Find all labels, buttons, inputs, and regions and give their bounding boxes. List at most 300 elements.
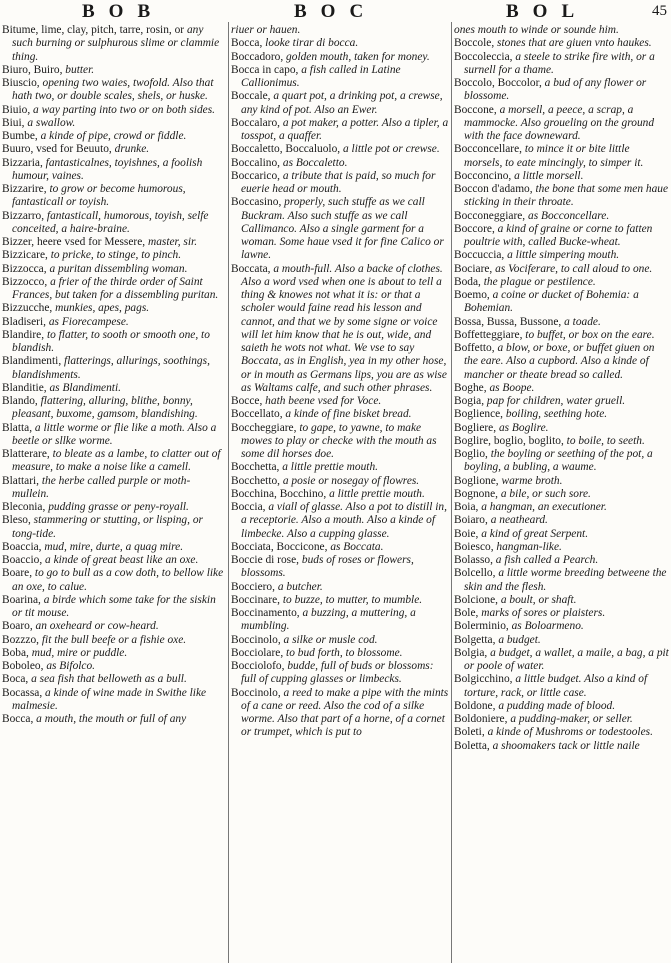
entry-headword: Bleconia, bbox=[2, 501, 46, 513]
entry-definition: as Fiorecampese. bbox=[48, 315, 129, 328]
entry-headword: Boffetto, bbox=[454, 342, 495, 354]
entry-headword: Boglire, boglio, boglito, bbox=[454, 434, 564, 447]
column-middle bbox=[231, 24, 449, 961]
column-divider bbox=[228, 22, 229, 963]
entry-definition: mud, mire or puddle. bbox=[31, 646, 128, 659]
entry-definition: the plague or pestilence. bbox=[483, 275, 596, 288]
entry-headword: Boccaletto, Boccaluolo, bbox=[231, 143, 341, 156]
dictionary-entry bbox=[231, 541, 449, 554]
dictionary-entry bbox=[231, 634, 449, 647]
entry-definition: as Boccaletto. bbox=[282, 156, 348, 169]
dictionary-entry bbox=[2, 382, 226, 395]
dictionary-entry bbox=[2, 634, 226, 647]
dictionary-entry bbox=[2, 104, 226, 117]
dictionary-entry bbox=[454, 143, 669, 170]
entry-definition: a puritan dissembling woman. bbox=[49, 262, 188, 275]
entry-definition: as Boope. bbox=[489, 381, 535, 394]
entry-definition: a kinde of wine made in Swithe like malmesie. bbox=[12, 686, 207, 712]
entry-definition: a pot maker, a potter. Also a tipler, a tosspot, a quaffer. bbox=[241, 116, 449, 142]
dictionary-entry bbox=[454, 24, 669, 37]
entry-definition: to boile, to seeth. bbox=[566, 434, 645, 447]
entry-definition: buds of roses or flowers, blossoms. bbox=[241, 554, 414, 580]
dictionary-entry bbox=[454, 620, 669, 633]
dictionary-entry bbox=[454, 607, 669, 620]
entry-headword: Bole, bbox=[454, 607, 479, 619]
dictionary-entry bbox=[231, 117, 449, 144]
entry-definition: a boult, or shaft. bbox=[500, 593, 577, 606]
entry-definition: hangman-like. bbox=[496, 540, 562, 553]
entry-headword: Bocciolare, bbox=[231, 646, 284, 659]
dictionary-entry bbox=[2, 501, 226, 514]
entry-headword: Bossa, Bussa, Bussone, bbox=[454, 315, 562, 328]
entry-definition: a kind of great Serpent. bbox=[481, 527, 589, 540]
entry-headword: Boarina, bbox=[2, 593, 41, 606]
entry-definition: to gape, to yawne, to make mowes to play or checke with the mouth as some dil horses doe. bbox=[241, 421, 437, 460]
entry-definition: butter. bbox=[65, 63, 95, 76]
entry-headword: Boccalino, bbox=[231, 156, 281, 169]
entry-headword: Boccia, bbox=[231, 501, 266, 513]
entry-definition: mud, mire, durte, a quag mire. bbox=[44, 540, 184, 553]
entry-headword: Blatta, bbox=[2, 421, 33, 434]
dictionary-entry bbox=[2, 329, 226, 356]
entry-headword: Boiaro, bbox=[454, 514, 488, 527]
entry-definition: a kinde of Mushroms or todestooles. bbox=[487, 726, 653, 739]
entry-headword: Bladiseri, bbox=[2, 315, 46, 328]
entry-definition: warme broth. bbox=[501, 474, 563, 487]
dictionary-entry bbox=[2, 355, 226, 382]
entry-headword: Biui, bbox=[2, 116, 25, 129]
entry-definition: a viall of glasse. Also a pot to distill in, a receptorie. Also a mouth. Also a kinde of limbecke. Also a cupping glasse. bbox=[241, 501, 447, 540]
dictionary-entry bbox=[231, 594, 449, 607]
entry-definition: flattering, alluring, blithe, bonny, pleasant, buxome, gamsom, blandishing. bbox=[12, 395, 198, 421]
column-divider bbox=[451, 22, 452, 963]
entry-definition: a frier of the thirde order of Saint Frances, but taken for a dissembling puritan. bbox=[12, 275, 219, 301]
entry-headword: Bizzer, heere vsed for Messere, bbox=[2, 236, 146, 248]
entry-definition: properly, such stuffe as we call Buckram. Also such stuffe as we call Callimanco. Also a single garment for a woman. Some haue vsed it for fine Calico or lawne. bbox=[241, 196, 444, 262]
entry-definition: budde, full of buds or blossoms: full of cupping glasses or limbecks. bbox=[241, 660, 434, 686]
dictionary-entry bbox=[231, 581, 449, 594]
header-left-guideword: BOB bbox=[82, 1, 165, 22]
entry-definition: as Boloarmeno. bbox=[511, 620, 584, 633]
dictionary-entry bbox=[231, 488, 449, 501]
entry-definition: to flatter, to sooth or smooth one, to blandish. bbox=[12, 328, 210, 354]
entry-headword: Boccoleccia, bbox=[454, 50, 513, 63]
entry-headword: Boca, bbox=[2, 673, 29, 686]
dictionary-entry bbox=[231, 660, 449, 687]
entry-headword: Bocca, bbox=[2, 713, 34, 725]
page-number: 45 bbox=[652, 3, 667, 19]
entry-headword: Bocconeggiare, bbox=[454, 209, 526, 222]
entry-headword: Boaccia, bbox=[2, 540, 42, 553]
entry-definition: a buzzing, a muttering, a mumbling. bbox=[241, 607, 416, 633]
dictionary-entry bbox=[454, 382, 669, 395]
entry-definition: a little pot or crewse. bbox=[342, 143, 440, 156]
entry-definition: opening two waies, twofold. Also that hath two, or double scales, shels, or huske. bbox=[12, 77, 214, 103]
entry-definition: to bud forth, to blossome. bbox=[286, 646, 403, 659]
dictionary-entry bbox=[454, 263, 669, 276]
entry-headword: Bolcello, bbox=[454, 567, 496, 580]
entry-definition: a little worme breeding betweene the skin and the flesh. bbox=[464, 567, 667, 593]
entry-definition: fantasticalnes, toyishnes, a foolish humour, vaines. bbox=[12, 156, 203, 182]
entry-headword: Boldoniere, bbox=[454, 713, 508, 725]
entry-headword: Boleti, bbox=[454, 726, 485, 739]
entry-definition: as Vociferare, to call aloud to one. bbox=[495, 262, 653, 275]
entry-definition: a kind of graine or corne to fatten poultrie with, called Bucke-wheat. bbox=[464, 222, 653, 248]
entry-definition: a hangman, an executioner. bbox=[481, 501, 607, 513]
entry-headword: Boboleo, bbox=[2, 660, 44, 672]
dictionary-entry bbox=[231, 24, 449, 37]
entry-headword: Boccore, bbox=[454, 222, 495, 235]
column-right bbox=[454, 24, 669, 961]
dictionary-entry bbox=[454, 183, 669, 210]
entry-definition: to mince it or bite little morsels, to eate mincingly, to simper it. bbox=[464, 143, 644, 169]
entry-definition: a swallow. bbox=[27, 116, 76, 129]
dictionary-entry bbox=[454, 289, 669, 316]
entry-definition: a mouth, the mouth or full of any bbox=[36, 713, 187, 725]
entry-definition: a fish called a Pearch. bbox=[495, 554, 599, 566]
entry-headword: Bolgicchino, bbox=[454, 673, 513, 686]
entry-definition: riuer or hauen. bbox=[231, 24, 301, 36]
entry-headword: Boccata, bbox=[231, 262, 271, 275]
entry-definition: munkies, apes, pags. bbox=[55, 302, 150, 315]
entry-headword: Bocciolofo, bbox=[231, 660, 285, 672]
entry-headword: Boglione, bbox=[454, 474, 499, 487]
dictionary-entry bbox=[2, 660, 226, 673]
dictionary-entry bbox=[454, 567, 669, 594]
entry-definition: as Boccata. bbox=[330, 540, 384, 553]
entry-headword: Bolcione, bbox=[454, 593, 498, 606]
entry-definition: to pricke, to stinge, to pinch. bbox=[50, 249, 182, 262]
entry-definition: to go to bull as a cow doth, to bellow like an oxe, to calue. bbox=[12, 567, 224, 593]
dictionary-entry bbox=[231, 461, 449, 474]
dictionary-entry bbox=[454, 408, 669, 421]
dictionary-entry bbox=[2, 554, 226, 567]
entry-headword: Bizzicare, bbox=[2, 249, 48, 262]
entry-definition: a coine or ducket of Bohemia: a Bohemian. bbox=[464, 289, 639, 315]
entry-definition: looke tirar di bocca. bbox=[265, 37, 359, 50]
entry-headword: Bizzocca, bbox=[2, 262, 47, 275]
entry-definition: a blow, or boxe, or buffet giuen on the eare. Also a cupbord. Also a kinde of mancher or theate bread so called. bbox=[464, 342, 655, 381]
entry-definition: to bleate as a lambe, to clatter out of measure, to make a noise like a camell. bbox=[12, 448, 221, 474]
entry-headword: Blandire, bbox=[2, 328, 45, 341]
entry-definition: flatterings, allurings, soothings, blandishments. bbox=[12, 355, 210, 381]
entry-definition: a little prettie mouth. bbox=[329, 487, 425, 500]
dictionary-entry bbox=[231, 554, 449, 581]
dictionary-entry bbox=[2, 64, 226, 77]
dictionary-entry bbox=[454, 316, 669, 329]
entry-headword: Boccinolo, bbox=[231, 686, 281, 699]
entry-definition: a pudding-maker, or seller. bbox=[510, 713, 633, 725]
dictionary-entry bbox=[454, 170, 669, 183]
entry-definition: a budget, a wallet, a maile, a bag, a pit or poole of water. bbox=[464, 646, 669, 672]
entry-definition: a quart pot, a drinking pot, a crewse, any kind of pot. Also an Ewer. bbox=[241, 90, 443, 116]
entry-definition: a way parting into two or on both sides. bbox=[33, 103, 215, 116]
entry-headword: Bizzarro, bbox=[2, 209, 45, 222]
entry-definition: a birde which some take for the siskin or tit mouse. bbox=[12, 593, 216, 619]
entry-definition: a little worme or flie like a moth. Also a beetle or sllke worme. bbox=[12, 421, 217, 447]
entry-headword: Biuscio, bbox=[2, 77, 40, 89]
entry-definition: any such burning or sulphurous slime or clammie thing. bbox=[12, 24, 220, 63]
dictionary-entry bbox=[454, 249, 669, 262]
entry-definition: boiling, seething hote. bbox=[505, 408, 608, 421]
entry-headword: Boccinamento, bbox=[231, 607, 300, 619]
entry-headword: Boccon d'adamo, bbox=[454, 183, 533, 195]
dictionary-entry bbox=[231, 51, 449, 64]
entry-headword: Boldone, bbox=[454, 699, 496, 712]
page-header bbox=[0, 0, 671, 22]
entry-headword: Boccellato, bbox=[231, 408, 283, 421]
entry-headword: Bozzzo, bbox=[2, 633, 40, 646]
entry-headword: Bocchina, Bocchino, bbox=[231, 487, 327, 500]
dictionary-entry bbox=[454, 488, 669, 501]
entry-headword: Bogliere, bbox=[454, 421, 497, 434]
dictionary-entry bbox=[231, 263, 449, 396]
entry-headword: Bognone, bbox=[454, 487, 498, 500]
entry-definition: a pudding made of blood. bbox=[498, 699, 616, 712]
entry-headword: Boaro, bbox=[2, 620, 33, 633]
dictionary-entry bbox=[2, 117, 226, 130]
entry-definition: the herbe called purple or moth-mullein. bbox=[12, 474, 191, 500]
dictionary-entry bbox=[2, 514, 226, 541]
entry-definition: a neatheard. bbox=[490, 514, 548, 527]
entry-definition: stammering or stutting, or lisping, or tong-tide. bbox=[12, 514, 203, 540]
entry-definition: the bone that some men haue sticking in their throate. bbox=[464, 183, 669, 209]
dictionary-entry bbox=[2, 422, 226, 449]
entry-definition: drunke. bbox=[114, 143, 150, 156]
dictionary-entry bbox=[454, 501, 669, 514]
entry-definition: golden mouth, taken for money. bbox=[286, 50, 430, 63]
entry-definition: to buffet, or box on the eare. bbox=[525, 328, 655, 341]
header-center-guideword: BOC bbox=[294, 1, 378, 22]
dictionary-entry bbox=[2, 77, 226, 104]
dictionary-entry bbox=[231, 170, 449, 197]
entry-headword: Boccheggiare, bbox=[231, 421, 297, 434]
entry-definition: a bile, or such sore. bbox=[500, 487, 591, 500]
dictionary-entry bbox=[2, 263, 226, 276]
dictionary-entry bbox=[454, 37, 669, 50]
entry-definition: a silke or musle cod. bbox=[283, 633, 378, 646]
dictionary-entry bbox=[2, 567, 226, 594]
entry-headword: Bocchetta, bbox=[231, 461, 280, 474]
entry-headword: Boffetteggiare, bbox=[454, 328, 523, 341]
entry-headword: Boccale, bbox=[231, 90, 271, 103]
entry-definition: a little budget. Also a kind of torture, rack, or little case. bbox=[464, 673, 648, 699]
entry-headword: Blandimenti, bbox=[2, 355, 62, 368]
dictionary-entry bbox=[231, 475, 449, 488]
entry-definition: to buzze, to mutter, to mumble. bbox=[282, 593, 423, 606]
dictionary-entry bbox=[231, 687, 449, 740]
dictionary-entry bbox=[454, 395, 669, 408]
dictionary-entry bbox=[2, 183, 226, 210]
entry-definition: a bud of any flower or blossome. bbox=[464, 77, 647, 103]
dictionary-entry bbox=[454, 528, 669, 541]
entry-headword: Boba, bbox=[2, 646, 29, 659]
entry-headword: Bocchetto, bbox=[231, 474, 281, 487]
entry-headword: Biuro, Buiro, bbox=[2, 63, 63, 76]
entry-headword: Bolgia, bbox=[454, 646, 488, 659]
dictionary-entry bbox=[231, 422, 449, 462]
entry-definition: as Bocconcellare. bbox=[528, 209, 610, 222]
entry-definition: a tribute that is paid, so much for euerie head or mouth. bbox=[241, 169, 436, 195]
entry-headword: Bolerminio, bbox=[454, 620, 509, 633]
entry-headword: Boia, bbox=[454, 501, 479, 513]
dictionary-entry bbox=[2, 249, 226, 262]
entry-definition: the boyling or seething of the pot, a boyling, a bubling, a waume. bbox=[464, 448, 653, 474]
dictionary-entry bbox=[454, 726, 669, 739]
entry-definition: a little morsell. bbox=[514, 169, 584, 182]
entry-headword: Bizzarire, bbox=[2, 183, 47, 195]
dictionary-entry bbox=[231, 607, 449, 634]
dictionary-entry bbox=[231, 157, 449, 170]
entry-definition: a sea fish that belloweth as a bull. bbox=[31, 673, 187, 686]
entry-definition: fantasticall, humorous, toyish, selfe conceited, a haire-braine. bbox=[12, 209, 209, 235]
entry-definition: a kinde of pipe, crowd or fiddle. bbox=[40, 130, 187, 142]
entry-headword: Blanditie, bbox=[2, 381, 47, 394]
dictionary-entry bbox=[454, 713, 669, 726]
entry-headword: Bleso, bbox=[2, 514, 31, 527]
entry-definition: a little simpering mouth. bbox=[507, 249, 620, 262]
entry-headword: Boccinolo, bbox=[231, 633, 281, 646]
entry-definition: hath beene vsed for Voce. bbox=[265, 395, 382, 407]
entry-headword: Biuio, bbox=[2, 103, 31, 116]
entry-headword: Boccinare, bbox=[231, 593, 281, 606]
dictionary-entry bbox=[231, 647, 449, 660]
entry-headword: Boccarico, bbox=[231, 169, 281, 182]
dictionary-entry bbox=[454, 329, 669, 342]
entry-headword: Bumbe, bbox=[2, 130, 38, 142]
dictionary-entry bbox=[454, 448, 669, 475]
entry-definition: a fish called in Latine Callionimus. bbox=[241, 63, 401, 89]
entry-headword: Boccadoro, bbox=[231, 50, 284, 63]
dictionary-entry bbox=[454, 594, 669, 607]
entry-headword: Bolgetta, bbox=[454, 633, 496, 646]
entry-definition: a kinde of fine bisket bread. bbox=[285, 408, 412, 421]
entry-definition: an oxeheard or cow-heard. bbox=[35, 620, 159, 633]
dictionary-entry bbox=[2, 395, 226, 422]
entry-headword: Bocca in capo, bbox=[231, 63, 299, 76]
dictionary-entry bbox=[454, 422, 669, 435]
entry-headword: Bizzucche, bbox=[2, 302, 53, 315]
dictionary-entry bbox=[454, 700, 669, 713]
dictionary-entry bbox=[2, 673, 226, 686]
entry-definition: a butcher. bbox=[277, 580, 323, 593]
entry-headword: Boccie di rose, bbox=[231, 554, 300, 566]
dictionary-entry bbox=[2, 647, 226, 660]
entry-definition: a mouth-full. Also a backe of clothes. Also a word vsed when one is about to tell a thing & knowes not what it is: or that a scholer would faine read his lesson and cannot, and that we by some signe or voice will let him know that he is out, wide, and saieth he wots not what. We vse to say Boccata, as in English, yea in my other hose, or in mouth as Germans lips, you are as wise as Waltams calfe, and such other phrases. bbox=[241, 262, 447, 394]
entry-headword: Boccuccia, bbox=[454, 249, 505, 262]
entry-definition: a toade. bbox=[564, 315, 601, 328]
entry-definition: stones that are giuen vnto haukes. bbox=[497, 37, 652, 50]
dictionary-entry bbox=[231, 196, 449, 262]
dictionary-entry bbox=[2, 157, 226, 184]
entry-headword: Bitume, lime, clay, pitch, tarre, rosin, or bbox=[2, 24, 185, 36]
entry-definition: a little prettie mouth. bbox=[282, 461, 379, 474]
entry-definition: a steele to strike fire with, or a surnell for a thame. bbox=[464, 50, 655, 76]
entry-definition: a posie or nosegay of flowres. bbox=[282, 474, 420, 487]
dictionary-entry bbox=[454, 342, 669, 382]
dictionary-entry bbox=[2, 713, 226, 726]
dictionary-entry bbox=[2, 143, 226, 156]
entry-definition: a budget. bbox=[498, 633, 541, 646]
dictionary-entry bbox=[231, 395, 449, 408]
entry-definition: as Blandimenti. bbox=[49, 381, 121, 394]
dictionary-entry bbox=[454, 541, 669, 554]
dictionary-entry bbox=[454, 223, 669, 250]
dictionary-entry bbox=[2, 24, 226, 64]
entry-headword: Boccone, bbox=[454, 103, 497, 116]
dictionary-entry bbox=[2, 448, 226, 475]
entry-definition: fit the bull beefe or a fishie oxe. bbox=[41, 633, 187, 646]
dictionary-entry bbox=[231, 37, 449, 50]
entry-headword: Boccalaro, bbox=[231, 116, 281, 129]
dictionary-entry bbox=[454, 435, 669, 448]
entry-headword: Boghe, bbox=[454, 381, 487, 394]
entry-headword: Bolasso, bbox=[454, 554, 493, 566]
entry-headword: Boglio, bbox=[454, 448, 488, 460]
entry-headword: Bocconcellare, bbox=[454, 143, 522, 156]
entry-headword: Buuro, vsed for Beuuto, bbox=[2, 143, 112, 156]
entry-headword: Blatterare, bbox=[2, 448, 50, 460]
dictionary-entry bbox=[2, 687, 226, 714]
dictionary-entry bbox=[231, 408, 449, 421]
dictionary-entry bbox=[454, 104, 669, 144]
entry-headword: Bocciata, Boccicone, bbox=[231, 540, 328, 553]
dictionary-entry bbox=[2, 210, 226, 237]
dictionary-entry bbox=[454, 210, 669, 223]
entry-definition: a reed to make a pipe with the mints of a cane or reed. Also the cod of a silke worme. Also that part of a horne, of a cornet or trumpet, which is put to bbox=[241, 686, 449, 739]
header-right-guideword: BOL bbox=[506, 1, 589, 22]
entry-headword: Boccasino, bbox=[231, 196, 282, 209]
dictionary-entry bbox=[454, 740, 669, 753]
entry-headword: Boletta, bbox=[454, 739, 490, 752]
dictionary-entry bbox=[454, 51, 669, 78]
dictionary-entry bbox=[2, 316, 226, 329]
entry-headword: Bogia, bbox=[454, 395, 485, 407]
dictionary-entry bbox=[454, 77, 669, 104]
entry-definition: marks of sores or plaisters. bbox=[481, 607, 606, 619]
entry-headword: Boccole, bbox=[454, 37, 495, 50]
dictionary-entry bbox=[2, 302, 226, 315]
entry-headword: Bocconcino, bbox=[454, 169, 512, 182]
dictionary-entry bbox=[454, 673, 669, 700]
entry-headword: Bizzocco, bbox=[2, 275, 48, 288]
entry-headword: Bocce, bbox=[231, 395, 263, 407]
entry-definition: a shoomakers tack or little naile bbox=[492, 739, 640, 752]
entry-headword: Blattari, bbox=[2, 474, 40, 487]
dictionary-entry bbox=[2, 130, 226, 143]
entry-definition: to grow or become humorous, fantasticall or toyish. bbox=[12, 183, 186, 209]
column-left bbox=[2, 24, 226, 961]
dictionary-entry bbox=[2, 475, 226, 502]
dictionary-entry bbox=[2, 541, 226, 554]
dictionary-entry bbox=[2, 594, 226, 621]
dictionary-entry bbox=[231, 90, 449, 117]
entry-headword: Bizzaria, bbox=[2, 156, 43, 169]
entry-headword: Boie, bbox=[454, 527, 479, 540]
entry-headword: Bociare, bbox=[454, 262, 493, 275]
dictionary-entry bbox=[454, 475, 669, 488]
entry-headword: Boiesco, bbox=[454, 540, 494, 553]
dictionary-entry bbox=[454, 514, 669, 527]
entry-headword: Boglience, bbox=[454, 408, 504, 421]
entry-definition: pap for children, water gruell. bbox=[486, 395, 626, 407]
entry-headword: Bocca, bbox=[231, 37, 263, 50]
dictionary-entry bbox=[454, 276, 669, 289]
entry-headword: Bocassa, bbox=[2, 686, 43, 699]
entry-headword: Boda, bbox=[454, 275, 481, 288]
entry-definition: as Bifolco. bbox=[46, 660, 96, 672]
entry-definition: a kinde of great beast like an oxe. bbox=[45, 554, 199, 566]
